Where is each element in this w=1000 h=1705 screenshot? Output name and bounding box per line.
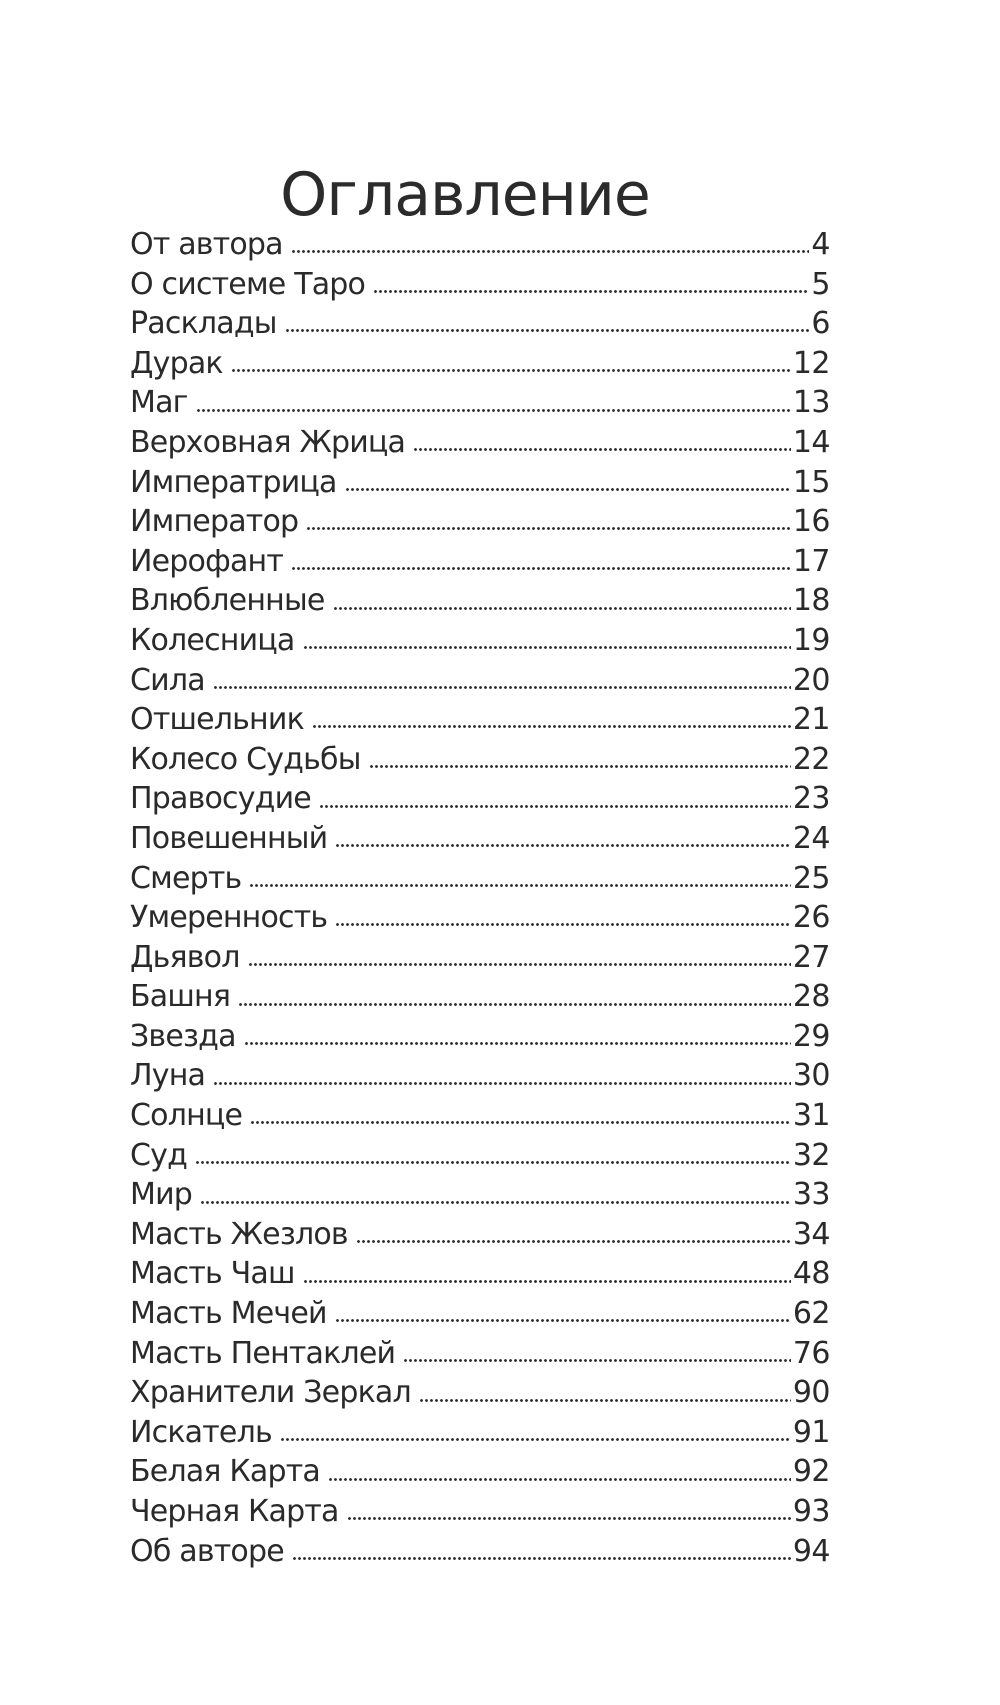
- toc-entry: [130, 1056, 830, 1096]
- dot-leader: [291, 250, 810, 253]
- toc-entry-title: Хранители Зеркал: [130, 1375, 411, 1411]
- toc-entry-title: Расклады: [130, 306, 277, 342]
- dot-leader: [403, 1359, 791, 1362]
- dot-leader: [335, 844, 790, 847]
- toc-entry-page-number: 93: [792, 1494, 830, 1529]
- toc-entry-page-number: 34: [792, 1216, 830, 1252]
- toc-entry-title: Дьявол: [130, 939, 240, 975]
- toc-entry-title: От автора: [130, 227, 283, 262]
- toc-entry: [130, 1334, 830, 1374]
- toc-entry-title: Масть Пентаклей: [130, 1335, 396, 1371]
- toc-entry-title: Сила: [130, 662, 205, 698]
- dot-leader: [231, 369, 791, 372]
- toc-entry-title: Об авторе: [130, 1533, 284, 1569]
- toc-entry: [130, 1175, 830, 1215]
- toc-entry-title: Колесница: [130, 622, 295, 658]
- dot-leader: [335, 923, 791, 926]
- toc-entry-title: Дурак: [130, 345, 223, 381]
- dot-leader: [373, 290, 809, 293]
- dot-leader: [303, 1280, 791, 1283]
- toc-entry-page-number: 5: [811, 266, 830, 302]
- toc-entry: [130, 581, 830, 621]
- dot-leader: [328, 1478, 791, 1481]
- dot-leader: [413, 448, 791, 451]
- toc-entry-title: Суд: [130, 1137, 188, 1173]
- toc-entry-page-number: 14: [792, 424, 830, 460]
- toc-entry: [130, 859, 830, 899]
- toc-entry: [130, 779, 830, 819]
- toc-entry-title: Искатель: [130, 1414, 272, 1450]
- toc-entry: [130, 265, 830, 305]
- toc-entry: [130, 1254, 830, 1294]
- dot-leader: [312, 725, 791, 728]
- dot-leader: [248, 963, 791, 966]
- toc-entry-title: Масть Мечей: [130, 1296, 327, 1332]
- toc-entry-page-number: 48: [792, 1256, 830, 1292]
- toc-entry-title: Император: [130, 504, 299, 540]
- toc-entry: [130, 740, 830, 780]
- toc-entry-page-number: 62: [792, 1296, 830, 1332]
- toc-entry-page-number: 4: [811, 227, 830, 262]
- dot-leader: [347, 1517, 791, 1520]
- toc-entry-title: Колесо Судьбы: [130, 741, 361, 777]
- toc-entry-page-number: 19: [792, 622, 830, 658]
- toc-entry-title: Смерть: [130, 860, 242, 896]
- toc-entry: [130, 344, 830, 384]
- toc-entry: [130, 898, 830, 938]
- toc-entry-page-number: 24: [792, 820, 830, 856]
- toc-entry-page-number: 21: [792, 702, 830, 738]
- toc-entry-page-number: 31: [792, 1098, 830, 1134]
- dot-leader: [356, 1240, 791, 1243]
- toc-entry-title: Императрица: [130, 464, 337, 500]
- toc-entry: [130, 423, 830, 463]
- toc-entry: [130, 977, 830, 1017]
- toc-entry-title: Влюбленные: [130, 583, 325, 619]
- toc-entry: [130, 1532, 830, 1572]
- dot-leader: [200, 1201, 791, 1204]
- dot-leader: [195, 1161, 791, 1164]
- toc-entry-page-number: 76: [792, 1335, 830, 1371]
- toc-entry: [130, 1373, 830, 1413]
- toc-entry: [130, 819, 830, 859]
- dot-leader: [280, 1438, 791, 1441]
- toc-entry-title: Верховная Жрица: [130, 424, 406, 460]
- toc-entry: [130, 542, 830, 582]
- toc-entry-title: Отшельник: [130, 702, 304, 738]
- toc-entry-page-number: 27: [792, 939, 830, 975]
- toc-entry: [130, 938, 830, 978]
- toc-entry-page-number: 25: [792, 860, 830, 896]
- toc-entry-title: Повешенный: [130, 820, 328, 856]
- toc-entry-page-number: 13: [792, 385, 830, 421]
- toc-entry-page-number: 33: [792, 1177, 830, 1213]
- toc-entry: [130, 1294, 830, 1334]
- dot-leader: [419, 1399, 791, 1402]
- toc-entry-title: Умеренность: [130, 900, 328, 936]
- toc-entry: [130, 661, 830, 701]
- toc-entry: [130, 1017, 830, 1057]
- toc-entry-title: Маг: [130, 385, 188, 421]
- toc-entry: [130, 225, 830, 265]
- toc-entry-page-number: 16: [792, 504, 830, 540]
- toc-entry-page-number: 30: [792, 1058, 830, 1094]
- toc-entry: [130, 463, 830, 503]
- dot-leader: [250, 1121, 791, 1124]
- toc-entry: [130, 1452, 830, 1492]
- table-of-contents: [130, 225, 830, 1571]
- toc-entry-page-number: 94: [792, 1533, 830, 1569]
- toc-entry-page-number: 22: [792, 741, 830, 777]
- dot-leader: [306, 527, 791, 530]
- dot-leader: [303, 646, 791, 649]
- dot-leader: [285, 329, 810, 332]
- dot-leader: [345, 488, 791, 491]
- toc-entry-title: Башня: [130, 979, 231, 1015]
- toc-entry-page-number: 18: [792, 583, 830, 619]
- toc-entry-title: Солнце: [130, 1098, 243, 1134]
- toc-entry-page-number: 91: [792, 1414, 830, 1450]
- toc-entry: [130, 304, 830, 344]
- toc-entry-title: Масть Жезлов: [130, 1216, 348, 1252]
- toc-entry: [130, 1096, 830, 1136]
- toc-entry-title: Правосудие: [130, 781, 311, 817]
- dot-leader: [333, 607, 791, 610]
- toc-entry: [130, 383, 830, 423]
- toc-entry-page-number: 17: [792, 543, 830, 579]
- toc-entry-page-number: 32: [792, 1137, 830, 1173]
- page-title: Оглавление: [280, 160, 650, 231]
- toc-entry-title: Масть Чаш: [130, 1256, 295, 1292]
- dot-leader: [319, 805, 791, 808]
- toc-entry-page-number: 15: [792, 464, 830, 500]
- toc-entry-title: Звезда: [130, 1018, 236, 1054]
- toc-entry-page-number: 12: [792, 345, 830, 381]
- toc-entry-title: Иерофант: [130, 543, 284, 579]
- dot-leader: [335, 1319, 791, 1322]
- toc-entry-page-number: 23: [792, 781, 830, 817]
- toc-entry: [130, 1492, 830, 1532]
- toc-entry: [130, 700, 830, 740]
- dot-leader: [249, 884, 790, 887]
- toc-entry: [130, 1413, 830, 1453]
- toc-entry: [130, 1136, 830, 1176]
- dot-leader: [244, 1042, 791, 1045]
- toc-entry-title: Луна: [130, 1058, 206, 1094]
- toc-entry-page-number: 26: [792, 900, 830, 936]
- toc-entry: [130, 621, 830, 661]
- toc-entry: [130, 1215, 830, 1255]
- dot-leader: [213, 1082, 791, 1085]
- toc-entry-page-number: 90: [792, 1375, 830, 1411]
- toc-entry-page-number: 28: [792, 979, 830, 1015]
- dot-leader: [213, 686, 791, 689]
- dot-leader: [238, 1003, 791, 1006]
- toc-entry-page-number: 29: [792, 1018, 830, 1054]
- dot-leader: [196, 409, 791, 412]
- toc-entry-page-number: 20: [792, 662, 830, 698]
- dot-leader: [292, 1557, 791, 1560]
- dot-leader: [291, 567, 791, 570]
- toc-entry-title: Белая Карта: [130, 1454, 320, 1490]
- toc-entry-page-number: 92: [792, 1454, 830, 1490]
- dot-leader: [369, 765, 791, 768]
- toc-entry-title: О системе Таро: [130, 266, 366, 302]
- toc-entry-title: Черная Карта: [130, 1494, 339, 1529]
- toc-entry-page-number: 6: [811, 306, 830, 342]
- toc-entry-title: Мир: [130, 1177, 193, 1213]
- toc-entry: [130, 502, 830, 542]
